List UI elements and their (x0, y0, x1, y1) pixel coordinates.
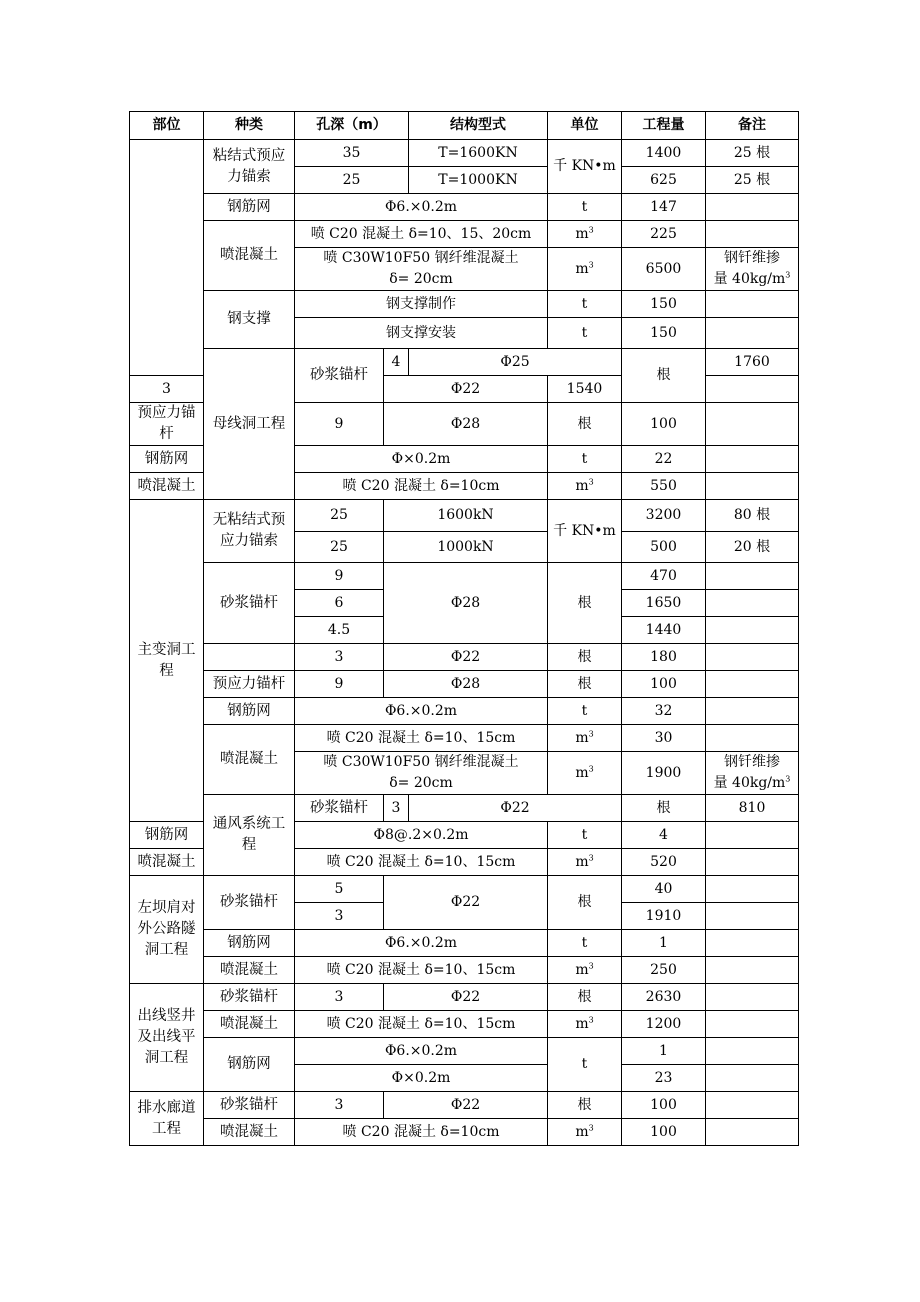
unit-cell: t (548, 1038, 622, 1092)
table-row (130, 957, 799, 984)
note-cell (706, 903, 799, 930)
kind-cell: 粘结式预应力锚索 (204, 140, 295, 194)
quantity-cell: 1910 (622, 903, 706, 930)
quantity-cell: 147 (622, 194, 706, 221)
structure-cell: Φ6.×0.2m (295, 698, 548, 725)
table-row (130, 349, 799, 376)
quantity-cell: 180 (622, 644, 706, 671)
note-cell (706, 473, 799, 500)
structure-cell: Φ22 (384, 376, 548, 403)
unit-cell: t (548, 930, 622, 957)
unit-cell: t (548, 194, 622, 221)
table-row (130, 291, 799, 318)
structure-cell: T=1600KN (409, 140, 548, 167)
quantity-cell: 1900 (622, 752, 706, 795)
structure-cell: 喷 C20 混凝土 δ=10cm (295, 473, 548, 500)
table-row (130, 795, 799, 822)
kind-cell: 钢筋网 (130, 446, 204, 473)
structure-cell: Φ28 (384, 563, 548, 644)
table-row (130, 698, 799, 725)
depth-cell: 3 (295, 984, 384, 1011)
note-cell (706, 698, 799, 725)
quantity-cell: 150 (622, 291, 706, 318)
structure-cell: Φ28 (384, 671, 548, 698)
kind-cell: 砂浆锚杆 (204, 876, 295, 930)
unit-cell: 根 (622, 349, 706, 403)
note-cell: 25 根 (706, 140, 799, 167)
structure-cell: 喷 C20 混凝土 δ=10、15、20cm (295, 221, 548, 248)
unit-cell: 千 KN•m (548, 140, 622, 194)
kind-cell: 喷混凝土 (204, 1119, 295, 1146)
kind-cell: 钢筋网 (204, 1038, 295, 1092)
unit-cell: 根 (548, 671, 622, 698)
structure-cell: Φ22 (384, 1092, 548, 1119)
kind-cell: 钢筋网 (130, 822, 204, 849)
structure-cell: 钢支撑安装 (295, 318, 548, 349)
kind-cell: 砂浆锚杆 (295, 795, 384, 822)
header-depth: 孔深（m） (295, 112, 409, 140)
part-cell: 主变洞工程 (130, 500, 204, 822)
note-cell (706, 617, 799, 644)
structure-cell: Φ6.×0.2m (295, 930, 548, 957)
structure-cell: Φ6.×0.2m (295, 194, 548, 221)
depth-cell: 3 (384, 795, 409, 822)
unit-cell: $m^3$ (548, 473, 622, 500)
unit-cell: t (548, 446, 622, 473)
depth-cell: 25 (295, 532, 384, 563)
unit-cell: 根 (622, 795, 706, 822)
quantity-cell: 100 (622, 1119, 706, 1146)
quantity-cell: 1200 (622, 1011, 706, 1038)
quantity-cell: 30 (622, 725, 706, 752)
part-cell: 左坝肩对外公路隧洞工程 (130, 876, 204, 984)
depth-cell: 9 (295, 563, 384, 590)
depth-cell: 5 (295, 876, 384, 903)
structure-cell: 喷 C20 混凝土 δ=10、15cm (295, 957, 548, 984)
part-cell: 通风系统工程 (204, 795, 295, 876)
unit-cell: 根 (548, 984, 622, 1011)
depth-cell: 3 (295, 1092, 384, 1119)
structure-cell: 1600kN (384, 500, 548, 532)
note-cell (706, 446, 799, 473)
quantity-cell: 32 (622, 698, 706, 725)
note-cell (706, 563, 799, 590)
kind-cell: 无粘结式预应力锚索 (204, 500, 295, 563)
unit-cell: 根 (548, 876, 622, 930)
note-cell (706, 1065, 799, 1092)
quantity-cell: 3200 (622, 500, 706, 532)
kind-cell: 钢筋网 (204, 698, 295, 725)
depth-cell: 25 (295, 500, 384, 532)
note-cell (706, 849, 799, 876)
quantity-table (129, 111, 799, 1146)
structure-cell: Φ22 (384, 876, 548, 930)
table-row (130, 500, 799, 532)
structure-cell: 1000kN (384, 532, 548, 563)
table-row (130, 563, 799, 590)
header-note: 备注 (706, 112, 799, 140)
note-cell (706, 1092, 799, 1119)
unit-cell: $m^3$ (548, 1119, 622, 1146)
note-cell (706, 403, 799, 446)
unit-cell: $m^3$ (548, 248, 622, 291)
unit-cell: t (548, 318, 622, 349)
quantity-cell: 1400 (622, 140, 706, 167)
structure-cell: 喷 C20 混凝土 δ=10、15cm (295, 1011, 548, 1038)
header-row (130, 112, 799, 140)
note-cell (706, 984, 799, 1011)
quantity-cell: 100 (622, 403, 706, 446)
structure-cell: Φ22 (409, 795, 622, 822)
unit-cell: $m^3$ (548, 957, 622, 984)
note-cell (706, 376, 799, 403)
quantity-cell: 625 (622, 167, 706, 194)
note-cell: 80 根 (706, 500, 799, 532)
kind-cell: 钢支撑 (204, 291, 295, 349)
unit-cell: 根 (548, 563, 622, 644)
structure-cell: T=1000KN (409, 167, 548, 194)
quantity-cell: 225 (622, 221, 706, 248)
note-cell (706, 876, 799, 903)
quantity-cell: 1540 (548, 376, 622, 403)
part-cell: 排水廊道工程 (130, 1092, 204, 1146)
structure-cell: Φ8@.2×0.2m (295, 822, 548, 849)
note-cell: 25 根 (706, 167, 799, 194)
kind-cell: 预应力锚杆 (130, 403, 204, 446)
note-cell (706, 1011, 799, 1038)
kind-cell: 砂浆锚杆 (204, 984, 295, 1011)
depth-cell: 9 (295, 403, 384, 446)
quantity-cell: 40 (622, 876, 706, 903)
table-row (130, 1038, 799, 1065)
note-cell (706, 644, 799, 671)
structure-cell: 喷 C20 混凝土 δ=10、15cm (295, 725, 548, 752)
note-cell (706, 1038, 799, 1065)
quantity-cell: 550 (622, 473, 706, 500)
quantity-cell: 6500 (622, 248, 706, 291)
table-row (130, 876, 799, 903)
unit-cell: 根 (548, 644, 622, 671)
note-cell (706, 957, 799, 984)
note-cell: 钢钎维掺 量 $40kg/m^3$ (706, 752, 799, 795)
table-row (130, 221, 799, 248)
unit-cell: $m^3$ (548, 849, 622, 876)
quantity-cell: 150 (622, 318, 706, 349)
table-row (130, 1119, 799, 1146)
header-quantity: 工程量 (622, 112, 706, 140)
table-row (130, 984, 799, 1011)
unit-cell: t (548, 291, 622, 318)
structure-cell: Φ×0.2m (295, 446, 548, 473)
quantity-cell: 250 (622, 957, 706, 984)
note-cell (706, 671, 799, 698)
quantity-cell: 1 (622, 930, 706, 957)
quantity-cell: 4 (622, 822, 706, 849)
quantity-cell: 470 (622, 563, 706, 590)
structure-cell: Φ22 (384, 984, 548, 1011)
note-cell (706, 221, 799, 248)
note-cell (706, 318, 799, 349)
header-kind: 种类 (204, 112, 295, 140)
structure-cell: Φ22 (384, 644, 548, 671)
unit-cell: 根 (548, 1092, 622, 1119)
depth-cell: 3 (295, 644, 384, 671)
structure-cell: 喷 C30W10F50 钢纤维混凝土 δ= 20cm (295, 248, 548, 291)
kind-cell: 钢筋网 (204, 194, 295, 221)
table-row (130, 725, 799, 752)
note-cell (706, 930, 799, 957)
unit-cell: $m^3$ (548, 221, 622, 248)
kind-cell: 砂浆锚杆 (295, 349, 384, 403)
unit-cell: t (548, 822, 622, 849)
unit-cell: 根 (548, 403, 622, 446)
quantity-cell: 1650 (622, 590, 706, 617)
table-row (130, 1092, 799, 1119)
quantity-cell: 810 (706, 795, 799, 822)
quantity-cell: 1760 (706, 349, 799, 376)
unit-cell: $m^3$ (548, 752, 622, 795)
note-cell (706, 291, 799, 318)
note-cell (706, 194, 799, 221)
note-cell: 20 根 (706, 532, 799, 563)
kind-cell: 喷混凝土 (204, 1011, 295, 1038)
unit-cell: $m^3$ (548, 1011, 622, 1038)
kind-cell: 预应力锚杆 (204, 671, 295, 698)
header-part: 部位 (130, 112, 204, 140)
table-row (130, 671, 799, 698)
depth-cell: 9 (295, 671, 384, 698)
structure-cell: Φ25 (409, 349, 622, 376)
depth-cell: 25 (295, 167, 409, 194)
kind-cell: 喷混凝土 (130, 849, 204, 876)
kind-cell: 钢筋网 (204, 930, 295, 957)
part-cell-group1 (130, 140, 204, 376)
structure-cell: Φ6.×0.2m (295, 1038, 548, 1065)
quantity-cell: 1440 (622, 617, 706, 644)
structure-cell: 喷 C20 混凝土 δ=10、15cm (295, 849, 548, 876)
quantity-cell: 23 (622, 1065, 706, 1092)
note-cell (706, 1119, 799, 1146)
part-cell: 出线竖井及出线平洞工程 (130, 984, 204, 1092)
note-cell (706, 590, 799, 617)
kind-cell: 喷混凝土 (204, 725, 295, 795)
kind-cell (204, 644, 295, 671)
depth-cell: 6 (295, 590, 384, 617)
quantity-cell: 1 (622, 1038, 706, 1065)
table-row (130, 644, 799, 671)
structure-cell: Φ28 (384, 403, 548, 446)
structure-cell: 钢支撑制作 (295, 291, 548, 318)
depth-cell: 4 (384, 349, 409, 376)
table-row (130, 194, 799, 221)
header-structure: 结构型式 (409, 112, 548, 140)
unit-cell: t (548, 698, 622, 725)
kind-cell: 喷混凝土 (204, 221, 295, 291)
quantity-cell: 520 (622, 849, 706, 876)
structure-cell: 喷 C20 混凝土 δ=10cm (295, 1119, 548, 1146)
depth-cell: 4.5 (295, 617, 384, 644)
note-cell (706, 725, 799, 752)
unit-cell: $m^3$ (548, 725, 622, 752)
quantity-cell: 22 (622, 446, 706, 473)
kind-cell: 砂浆锚杆 (204, 1092, 295, 1119)
quantity-cell: 100 (622, 671, 706, 698)
unit-cell: 千 KN•m (548, 500, 622, 563)
quantity-cell: 100 (622, 1092, 706, 1119)
part-cell: 母线洞工程 (204, 349, 295, 500)
note-cell: 钢钎维掺 量 $40kg/m^3$ (706, 248, 799, 291)
depth-cell: 35 (295, 140, 409, 167)
note-cell (706, 822, 799, 849)
table-row (130, 1011, 799, 1038)
quantity-cell: 500 (622, 532, 706, 563)
table-row (130, 930, 799, 957)
kind-cell: 喷混凝土 (130, 473, 204, 500)
table-row (130, 140, 799, 167)
depth-cell: 3 (295, 903, 384, 930)
quantity-cell: 2630 (622, 984, 706, 1011)
depth-cell: 3 (130, 376, 204, 403)
structure-cell: Φ×0.2m (295, 1065, 548, 1092)
header-unit: 单位 (548, 112, 622, 140)
kind-cell: 砂浆锚杆 (204, 563, 295, 644)
structure-cell: 喷 C30W10F50 钢纤维混凝土 δ= 20cm (295, 752, 548, 795)
kind-cell: 喷混凝土 (204, 957, 295, 984)
